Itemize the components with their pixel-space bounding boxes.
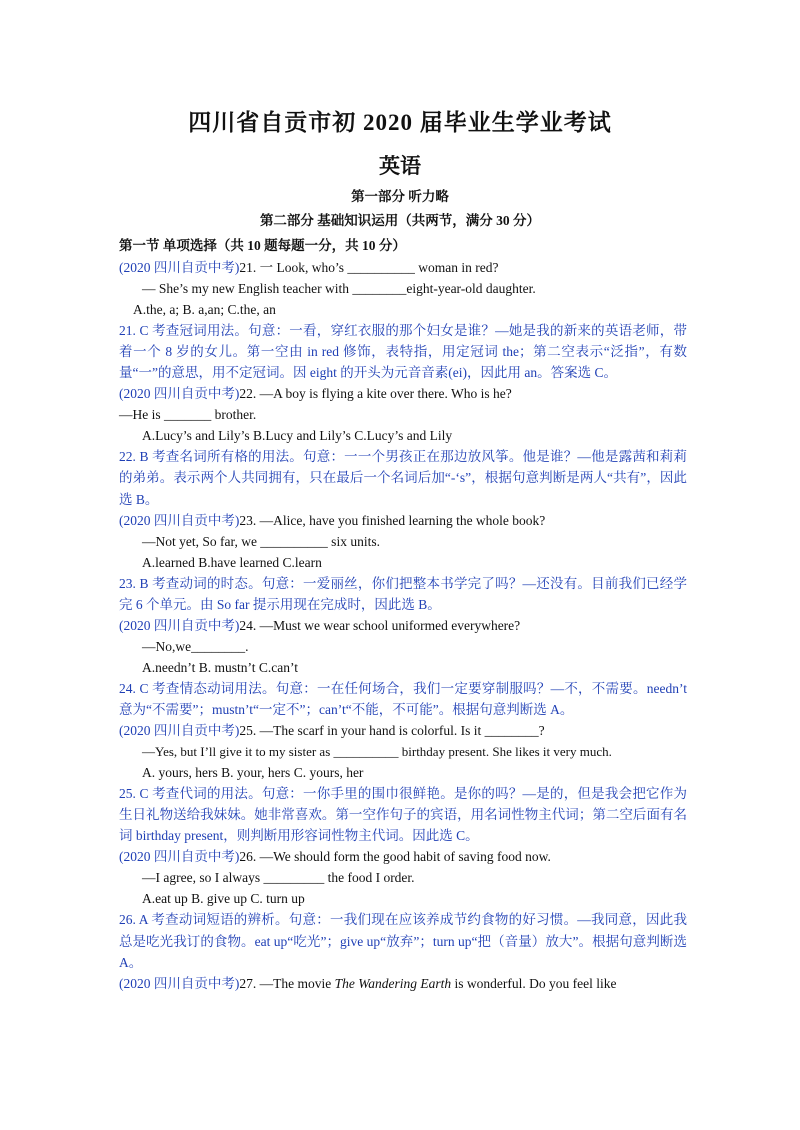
stem-text: 23. —Alice, have you finished learning the whole book? [239,512,546,528]
question-stem [119,846,687,867]
question-line: —Not yet, So far, we __________ six units. [142,533,380,549]
movie-title: The Wandering Earth [334,975,452,991]
question-line: — She’s my new English teacher with ________eight-year-old daughter. [142,281,536,297]
stem-text: is wonderful. Do you feel like [451,975,617,991]
question-stem [119,510,687,531]
answer-explanation: 22. B 考查名词所有格的用法。句意：一一个男孩正在那边放风筝。他是谁？—他是露茜和莉莉的弟弟。表示两个人共同拥有，只在最后一个名词后加“-‘s”，根据句意判断是两人“共有”，因此选 B。 [119,449,687,507]
stem-text: 24. —Must we wear school uniformed everywhere? [239,617,521,633]
part1-heading: 第一部分 听力略 [351,189,449,204]
questions-body [119,257,687,994]
answer-explanation: 24. C 考查情态动词用法。句意：一在任何场合，我们一定要穿制服吗？—不，不需要。needn’t 意为“不需要”；mustn’t“一定不”；can’t“不能，不可能”。根据句意判断选 A。 [119,680,687,717]
question-line: —I agree, so I always _________ the food I order. [142,870,415,886]
question-stem [119,383,687,404]
question-line: —No,we________. [142,638,249,654]
question-source: (2020 四川自贡中考) [119,260,240,275]
answer-explanation: 25. C 考查代词的用法。句意：一你手里的围巾很鲜艳。是你的吗？—是的，但是我会把它作为生日礼物送给我妹妹。她非常喜欢。第一空作句子的宾语，用名词性物主代词；第二空后面有名词 birthday present，则判断用形容词性物主代词。因此选 C。 [119,786,687,844]
question-options: A.Lucy’s and Lily’s B.Lucy and Lily’s C.Lucy’s and Lily [142,428,453,444]
stem-text: 25. —The scarf in your hand is colorful. Is it ________? [239,723,545,739]
question-stem [119,973,687,994]
stem-text: 21. 一 Look, who’s __________ woman in red? [239,260,499,275]
stem-text: 26. —We should form the good habit of saving food now. [239,849,551,865]
answer-explanation: 26. A 考查动词短语的辨析。句意：一我们现在应该养成节约食物的好习惯。—我同意，因此我总是吃光我订的食物。eat up“吃光”；give up“放弃”；turn up“把（音量）放大”。根据句意判断选 A。 [119,912,687,970]
subject-title: 英语 [379,154,421,178]
question-source: (2020 四川自贡中考) [119,512,240,528]
question-line: —Yes, but I’ll give it to my sister as __________ birthday present. She likes it very much. [142,744,612,760]
stem-text: 22. —A boy is flying a kite over there. Who is he? [239,386,512,402]
answer-explanation: 23. B 考查动词的时态。句意：一爱丽丝，你们把整本书学完了吗？—还没有。目前我们已经学完 6 个单元。由 So far 提示用现在完成时，因此选 B。 [119,575,687,612]
question-options: A. yours, hers B. your, hers C. yours, her [142,765,364,781]
question-source: (2020 四川自贡中考) [119,849,240,865]
question-options: A.the, a; B. a,an; C.the, an [133,302,276,318]
question-stem [119,720,687,741]
question-options: A.learned B.have learned C.learn [142,554,322,570]
question-source: (2020 四川自贡中考) [119,617,240,633]
question-stem [119,257,687,278]
question-source: (2020 四川自贡中考) [119,723,240,739]
question-stem [119,615,687,636]
section1-heading: 第一节 单项选择（共 10 题每题一分，共 10 分） [119,238,406,253]
question-source: (2020 四川自贡中考) [119,975,240,991]
exam-title: 四川省自贡市初 2020 届毕业生学业考试 [188,110,612,135]
question-line: —He is _______ brother. [119,407,257,423]
question-options: A.eat up B. give up C. turn up [142,891,305,907]
answer-explanation: 21. C 考查冠词用法。句意：一看，穿红衣服的那个妇女是谁？—她是我的新来的英语老师，带着一个 8 岁的女儿。第一空由 in red 修饰，表特指，用定冠词 the；第二空表示“泛指”，有数量“一”的意思，用不定冠词。因 eight 的开头为元音音素(ei)，因此用 an。答案选 C。 [119,323,687,381]
question-options: A.needn’t B. mustn’t C.can’t [142,659,298,675]
question-source: (2020 四川自贡中考) [119,386,240,402]
stem-text: 27. —The movie [239,975,335,991]
part2-heading: 第二部分 基础知识运用（共两节，满分 30 分） [259,213,541,228]
